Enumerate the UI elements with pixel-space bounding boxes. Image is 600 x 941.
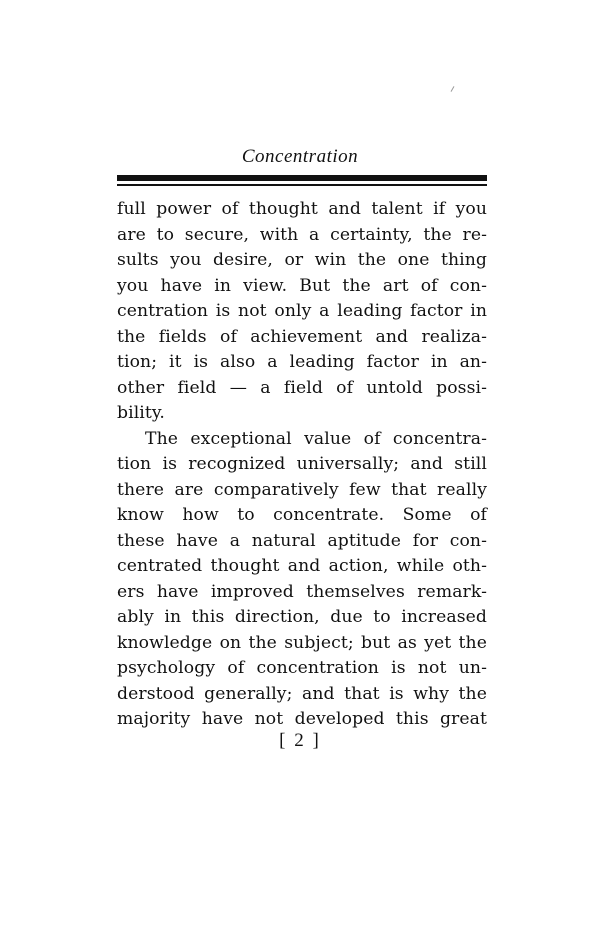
text-line: are to secure, with a certainty, the re- bbox=[117, 224, 487, 245]
text-line: centration is not only a leading factor in bbox=[117, 301, 487, 321]
running-head: Concentration bbox=[241, 146, 359, 167]
text-line: you have in view. But the art of con- bbox=[117, 275, 487, 296]
text-line: The exceptional value of concentra- bbox=[145, 428, 487, 449]
page-number: [ 2 ] bbox=[279, 730, 321, 751]
text-line: tion; it is also a leading factor in an- bbox=[117, 352, 487, 372]
text-line: bility. bbox=[117, 403, 165, 423]
text-line: ably in this direction, due to increased bbox=[117, 607, 487, 627]
text-line: know how to concentrate. Some of bbox=[117, 505, 487, 525]
header-rule-thick bbox=[117, 175, 487, 181]
text-line: derstood generally; and that is why the bbox=[117, 683, 487, 704]
text-line: other field — a field of untold possi- bbox=[117, 377, 487, 398]
text-line: centrated thought and action, while oth- bbox=[117, 556, 487, 576]
paper-speck bbox=[451, 86, 455, 92]
text-line: the fields of achievement and realiza- bbox=[117, 326, 487, 347]
header-rule-thin bbox=[117, 184, 487, 186]
text-line: there are comparatively few that really bbox=[117, 479, 487, 500]
text-line: these have a natural aptitude for con- bbox=[117, 530, 487, 551]
text-line: ers have improved themselves remark- bbox=[117, 581, 487, 602]
text-line: full power of thought and talent if you bbox=[117, 199, 487, 219]
body-text bbox=[117, 197, 487, 733]
text-line: tion is recognized universally; and still bbox=[117, 454, 487, 474]
text-line: knowledge on the subject; but as yet the bbox=[117, 632, 487, 653]
text-line: majority have not developed this great bbox=[117, 709, 487, 729]
text-line: sults you desire, or win the one thing bbox=[117, 250, 487, 270]
text-line: psychology of concentration is not un- bbox=[117, 658, 487, 678]
